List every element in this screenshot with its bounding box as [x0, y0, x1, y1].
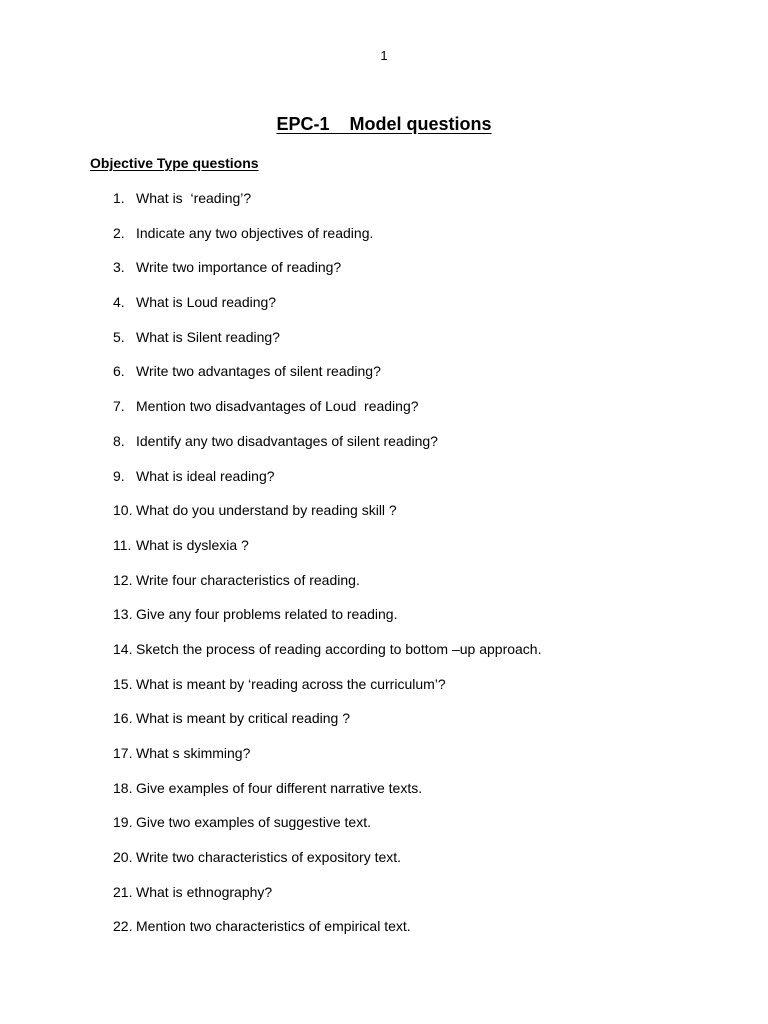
list-item	[0, 744, 768, 779]
question-text: What is dyslexia ?	[136, 536, 249, 553]
question-text: What do you understand by reading skill ?	[136, 502, 397, 519]
question-text: Give any four problems related to reading.	[136, 606, 398, 623]
question-text: What is ‘reading’?	[136, 190, 252, 206]
list-item	[0, 709, 768, 744]
list-item	[0, 813, 768, 848]
question-text: Write two advantages of silent reading?	[136, 363, 381, 380]
question-text: Mention two characteristics of empirical text.	[136, 918, 411, 935]
question-number: 5.	[113, 328, 125, 345]
question-number: 13.	[113, 606, 133, 623]
list-item	[0, 779, 768, 814]
question-text: What is Loud reading?	[136, 294, 277, 311]
question-number: 1.	[113, 190, 125, 206]
question-text: Give examples of four different narrative texts.	[136, 779, 423, 796]
question-number: 22.	[113, 918, 133, 935]
question-list	[0, 189, 768, 952]
question-number: 16.	[113, 710, 133, 727]
question-number: 12.	[113, 571, 133, 588]
list-item	[0, 501, 768, 536]
question-number: 6.	[113, 363, 125, 380]
page-number: 1	[380, 48, 388, 63]
page-title-text: EPC-1 Model questions	[276, 114, 492, 134]
question-text: Write two characteristics of expository text.	[136, 849, 402, 866]
list-item	[0, 467, 768, 502]
list-item	[0, 397, 768, 432]
question-number: 3.	[113, 259, 125, 276]
question-text: Give two examples of suggestive text.	[136, 814, 371, 831]
list-item	[0, 571, 768, 606]
question-text: Write two importance of reading?	[136, 259, 342, 276]
question-number: 21.	[113, 883, 133, 900]
question-text: What is ideal reading?	[136, 467, 275, 484]
question-number: 2.	[113, 224, 125, 241]
list-item	[0, 224, 768, 259]
question-number: 15.	[113, 675, 133, 692]
question-text: Sketch the process of reading according to bottom –up approach.	[136, 640, 542, 657]
question-number: 11.	[113, 536, 132, 553]
question-number: 19.	[113, 814, 133, 831]
question-text: What is meant by ‘reading across the curriculum’?	[136, 675, 446, 692]
question-number: 18.	[113, 779, 133, 796]
question-text: What is Silent reading?	[136, 328, 280, 345]
question-text: Mention two disadvantages of Loud reading?	[136, 398, 419, 415]
question-text: Identify any two disadvantages of silent reading?	[136, 432, 438, 449]
section-heading: Objective Type questions	[90, 155, 259, 171]
question-number: 4.	[113, 294, 125, 311]
list-item	[0, 675, 768, 710]
list-item	[0, 883, 768, 918]
list-item	[0, 605, 768, 640]
list-item	[0, 848, 768, 883]
question-number: 8.	[113, 432, 125, 449]
list-item	[0, 536, 768, 571]
list-item	[0, 189, 768, 224]
question-number: 17.	[113, 745, 133, 761]
question-text: Write four characteristics of reading.	[136, 571, 360, 588]
list-item	[0, 640, 768, 675]
list-item	[0, 362, 768, 397]
question-text: Indicate any two objectives of reading.	[136, 224, 374, 241]
question-number: 20.	[113, 849, 133, 866]
list-item	[0, 917, 768, 952]
question-number: 14.	[113, 640, 133, 657]
question-number: 9.	[113, 467, 125, 484]
list-item	[0, 432, 768, 467]
question-number: 10.	[113, 502, 133, 519]
list-item	[0, 293, 768, 328]
question-text: What is meant by critical reading ?	[136, 710, 350, 727]
question-text: What s skimming?	[136, 745, 251, 761]
list-item	[0, 328, 768, 363]
page-title	[0, 114, 768, 135]
list-item	[0, 258, 768, 293]
question-number: 7.	[113, 398, 125, 415]
question-text: What is ethnography?	[136, 883, 273, 900]
